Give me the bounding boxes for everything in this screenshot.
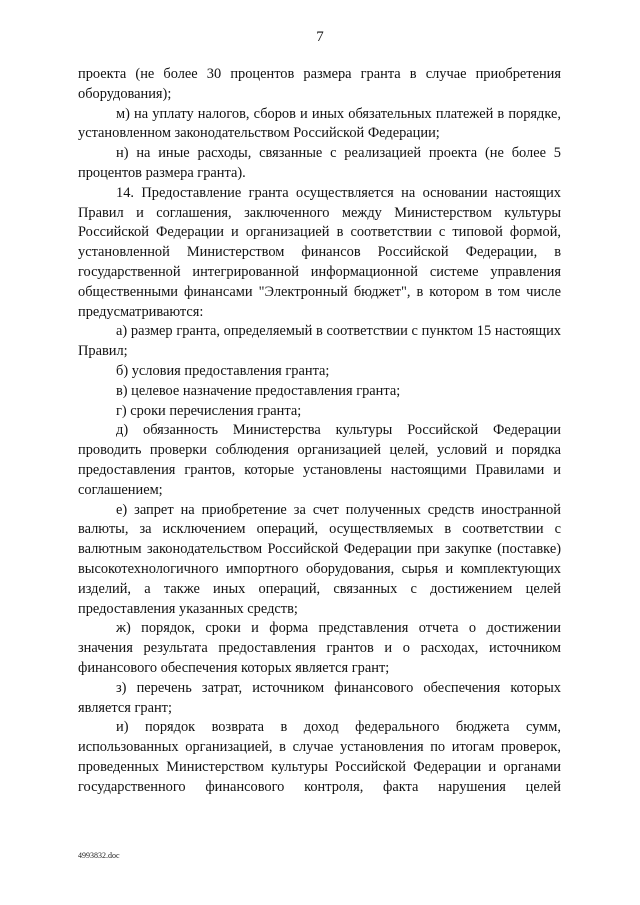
paragraph-continuation: проекта (не более 30 процентов размера гранта в случае приобретения оборудования);	[78, 66, 561, 102]
paragraph-item-v: в) целевое назначение предоставления гранта;	[116, 382, 401, 399]
paragraph-item-g: г) сроки перечисления гранта;	[116, 402, 302, 419]
paragraph-item-n: н) на иные расходы, связанные с реализацией проекта (не более 5 процентов размера гранта).	[78, 145, 561, 181]
paragraph-item-z: з) перечень затрат, источником финансового обеспечения которых является грант;	[78, 679, 561, 716]
paragraph-item-m: м) на уплату налогов, сборов и иных обязательных платежей в порядке, установленном законодательством Российской Федерации;	[78, 105, 561, 142]
paragraph-item-i: и) порядок возврата в доход федерального бюджета сумм, использованных организацией, в случае установления по итогам проверок, проведенных Министерством культуры Российской Федерации и органами государственного финансового контроля, факта нарушения целей	[78, 719, 561, 795]
page-number: 7	[316, 29, 324, 45]
paragraph-item-a: а) размер гранта, определяемый в соответствии с пунктом 15 настоящих Правил;	[78, 323, 561, 360]
paragraph-item-d: д) обязанность Министерства культуры Российской Федерации проводить проверки соблюдения организацией целей, условий и порядка предоставления грантов, которые установлены настоящими Правилами и соглашением;	[78, 422, 561, 498]
paragraph-item-e: е) запрет на приобретение за счет полученных средств иностранной валюты, за исключением операций, осуществляемых в соответствии с валютным законодательством Российской Федерации при закупке (поставке) высокотехнологичного импортного оборудования, сырья и комплектующих изделий, а также иных операций, связанных с достижением целей предоставления указанных средств;	[78, 501, 561, 617]
paragraph-section-14: 14. Предоставление гранта осуществляется на основании настоящих Правил и соглашения, заключенного между Министерством культуры Российской Федерации и организацией в соответствии с типовой формой, установленной Министерством финансов Российской Федерации, в государственной интегрированной информационной системе управления общественными финансами "Электронный бюджет", в котором в том числе предусматриваются:	[78, 184, 561, 320]
paragraph-item-b: б) условия предоставления гранта;	[116, 362, 330, 379]
paragraph-item-zh: ж) порядок, сроки и форма представления отчета о достижении значения результата предоставления грантов и о расходах, источником финансового обеспечения которых является грант;	[78, 620, 561, 676]
document-body	[78, 65, 561, 797]
file-code: 4993832.doc	[78, 851, 120, 860]
